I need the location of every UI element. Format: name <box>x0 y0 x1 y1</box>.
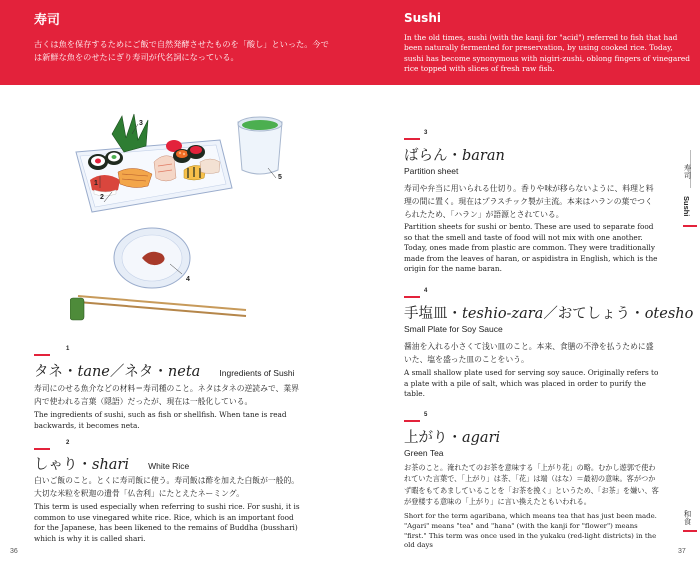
entry-number: 3 <box>424 130 428 136</box>
entry-marker <box>34 448 50 450</box>
entry-subtitle: Green Tea <box>404 448 444 458</box>
entry-body-en: Partition sheets for sushi or bento. These are used to separate food so that the smell and taste of food will not mix with one another. Today, ones made from plastic are common. They were traditionally made from the leaves of haran, or aspidistra in English, which is the origin for the name baran. <box>404 222 658 274</box>
entry-body-en: This term is used especially when referring to sushi rice. For sushi, it is common to use vinegared white rice. Rice, which is an important food for the Japanese, has been likened to the remains of Buddha (busshari) which is why it is called shari. <box>34 502 300 543</box>
entry-body-jp: お茶のこと。淹れたてのお茶を意味する「上がり花」の略。むかし遊郭で使われていた言葉で、「上がり」は茶、「花」は端（はな）＝最初の意味。客がつかず暇をもてあましていることを「お茶を挽く」というため、「お茶」を嫌い、客が登楼する意味の「上がり」に言い換えたともいわれる。 <box>404 463 659 507</box>
header-intro-en: In the old times, sushi (with the kanji for "acid") referred to fish that had been naturally fermented for preservation, by using cooked rice. Today, sushi has become synonymous with nigiri-zushi, oblong fingers of vinegared rice topped with slices of fresh raw fish. <box>404 33 690 74</box>
entry-heading: ばらん・baran <box>404 148 505 164</box>
sushi-illustration <box>70 112 300 332</box>
callout-4: 4 <box>186 276 190 283</box>
entry-body-jp: 寿司にのせる魚介などの材料＝寿司種のこと。ネタはタネの逆読みで、業界内で使われる言葉（隠語）だったが、現在は一般化している。 <box>34 384 299 406</box>
entry-body-en: The ingredients of sushi, such as fish or shellfish. When tane is read backwards, it becomes neta. <box>34 410 287 430</box>
callout-3: 3 <box>139 120 143 127</box>
side-tab-marker <box>683 225 697 227</box>
sushi-set-drawing <box>70 112 300 332</box>
entry-marker <box>34 354 50 356</box>
entry-body-jp: 醤油を入れる小さくて浅い皿のこと。本来、食膳の不浄を払うために盛いた、塩を盛った皿のことをいう。 <box>404 342 654 364</box>
entry-number: 4 <box>424 288 428 294</box>
header-title-jp: 寿司 <box>34 13 61 28</box>
entry-marker <box>404 296 420 298</box>
entry-marker <box>404 420 420 422</box>
entry-body-jp: 白いご飯のこと。とくに寿司飯に使う。寿司飯は酢を加えた白飯が一般的。大切な米粒を釈迦の遺骨「仏舎利」にたとえたネーミング。 <box>34 476 300 498</box>
callout-1: 1 <box>94 180 98 187</box>
side-tab-category: 和食 <box>683 510 692 525</box>
header-title-en: Sushi <box>404 11 441 25</box>
entry-number: 2 <box>66 440 70 446</box>
callout-2: 2 <box>100 194 104 201</box>
side-tab-jp: 寿司 <box>683 164 692 179</box>
header-intro-jp: 古くは魚を保存するためにご飯で自然発酵させたものを「酸し」といった。今では新鮮な魚をのせたにぎり寿司が代名詞になっている。 <box>34 39 329 62</box>
entry-body-jp: 寿司や弁当に用いられる仕切り。香りや味が移らないように、料理と料理の間に置く。現在はプラスチック製が主流。本来はハランの葉でつくられたため、「ハラン」が語源とされている。 <box>404 184 654 219</box>
entry-heading: 上がり・agari <box>404 430 501 446</box>
entry-body-en: A small shallow plate used for serving soy sauce. Originally refers to a plate with a pile of salt, which was placed in order to purify the table. <box>404 368 659 399</box>
entry-heading: 手塩皿・teshio-zara／おてしょう・otesho <box>404 306 694 322</box>
page-number-left: 36 <box>10 548 18 555</box>
entry-heading: タネ・tane／ネタ・neta Ingredients of Sushi <box>34 364 295 380</box>
chapter-header <box>0 0 700 85</box>
entry-heading: しゃり・shari White Rice <box>34 457 190 473</box>
entry-subtitle: Small Plate for Soy Sauce <box>404 324 503 334</box>
entry-subtitle: Partition sheet <box>404 166 459 176</box>
side-tab-marker-bottom <box>683 530 697 532</box>
entry-body-en: Short for the term agaribana, which means tea that has just been made. "Agari" means "tea" and "hana" (with the kanji for "flower") means "first." This term was once used in the yukaku (red-light districts) in the old days <box>404 512 657 550</box>
entry-marker <box>404 138 420 140</box>
page-number-right: 37 <box>678 548 686 555</box>
entry-number: 5 <box>424 412 428 418</box>
callout-5: 5 <box>278 174 282 181</box>
entry-number: 1 <box>66 346 70 352</box>
side-tab-en: Sushi <box>682 196 691 217</box>
